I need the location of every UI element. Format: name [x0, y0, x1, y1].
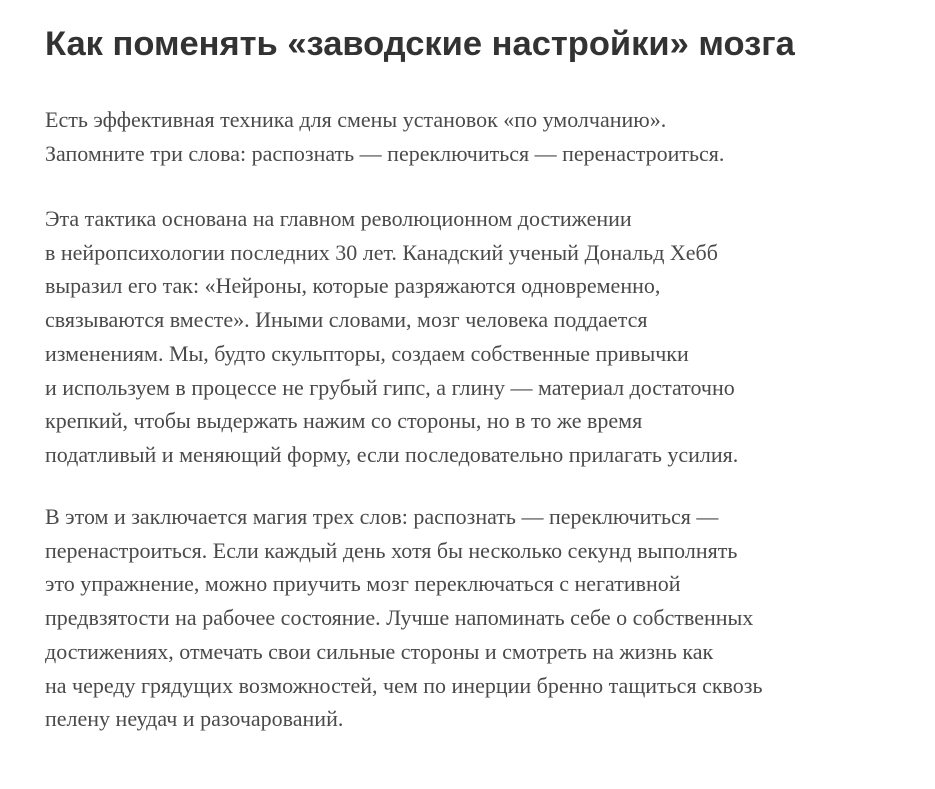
paragraph-line: выразил его так: «Нейроны, которые разряжаются одновременно,	[45, 273, 661, 299]
paragraph-line: изменениям. Мы, будто скульпторы, создаем собственные привычки	[45, 340, 689, 366]
paragraph-line: это упражнение, можно приучить мозг переключаться с негативной	[45, 571, 681, 597]
paragraph-line: в нейропсихологии последних 30 лет. Канадский ученый Дональд Хебб	[45, 239, 718, 265]
paragraph-line: В этом и заключается магия трех слов: распознать — переключиться —	[45, 504, 719, 529]
paragraph-line: крепкий, чтобы выдержать нажим со стороны, но в то же время	[45, 408, 643, 434]
paragraph-line: и используем в процессе не грубый гипс, а глину — материал достаточно	[45, 374, 735, 400]
paragraph-line: пелену неудач и разочарований.	[45, 706, 344, 732]
article-title: Как поменять «заводские настройки» мозга	[45, 25, 795, 63]
paragraph-line: предвзятости на рабочее состояние. Лучше напоминать себе о собственных	[45, 605, 754, 631]
paragraph-line: достижениях, отмечать свои сильные стороны и смотреть на жизнь как	[45, 638, 714, 664]
paragraph-line: связываются вместе». Иными словами, мозг человека поддается	[45, 307, 648, 333]
paragraph-line: Эта тактика основана на главном революционном достижении	[45, 206, 632, 231]
paragraph-line: перенастроиться. Если каждый день хотя бы несколько секунд выполнять	[45, 537, 738, 563]
paragraph-line: Запомните три слова: распознать — переключиться — перенастроиться.	[45, 140, 725, 166]
article-paragraph-1	[45, 103, 724, 170]
article-paragraph-2	[45, 202, 738, 472]
paragraph-line: податливый и меняющий форму, если последовательно прилагать усилия.	[45, 441, 739, 467]
paragraph-line: на череду грядущих возможностей, чем по инерции бренно тащиться сквозь	[45, 672, 763, 698]
paragraph-line: Есть эффективная техника для смены установок «по умолчанию».	[45, 107, 667, 132]
article-paragraph-3	[45, 500, 762, 736]
